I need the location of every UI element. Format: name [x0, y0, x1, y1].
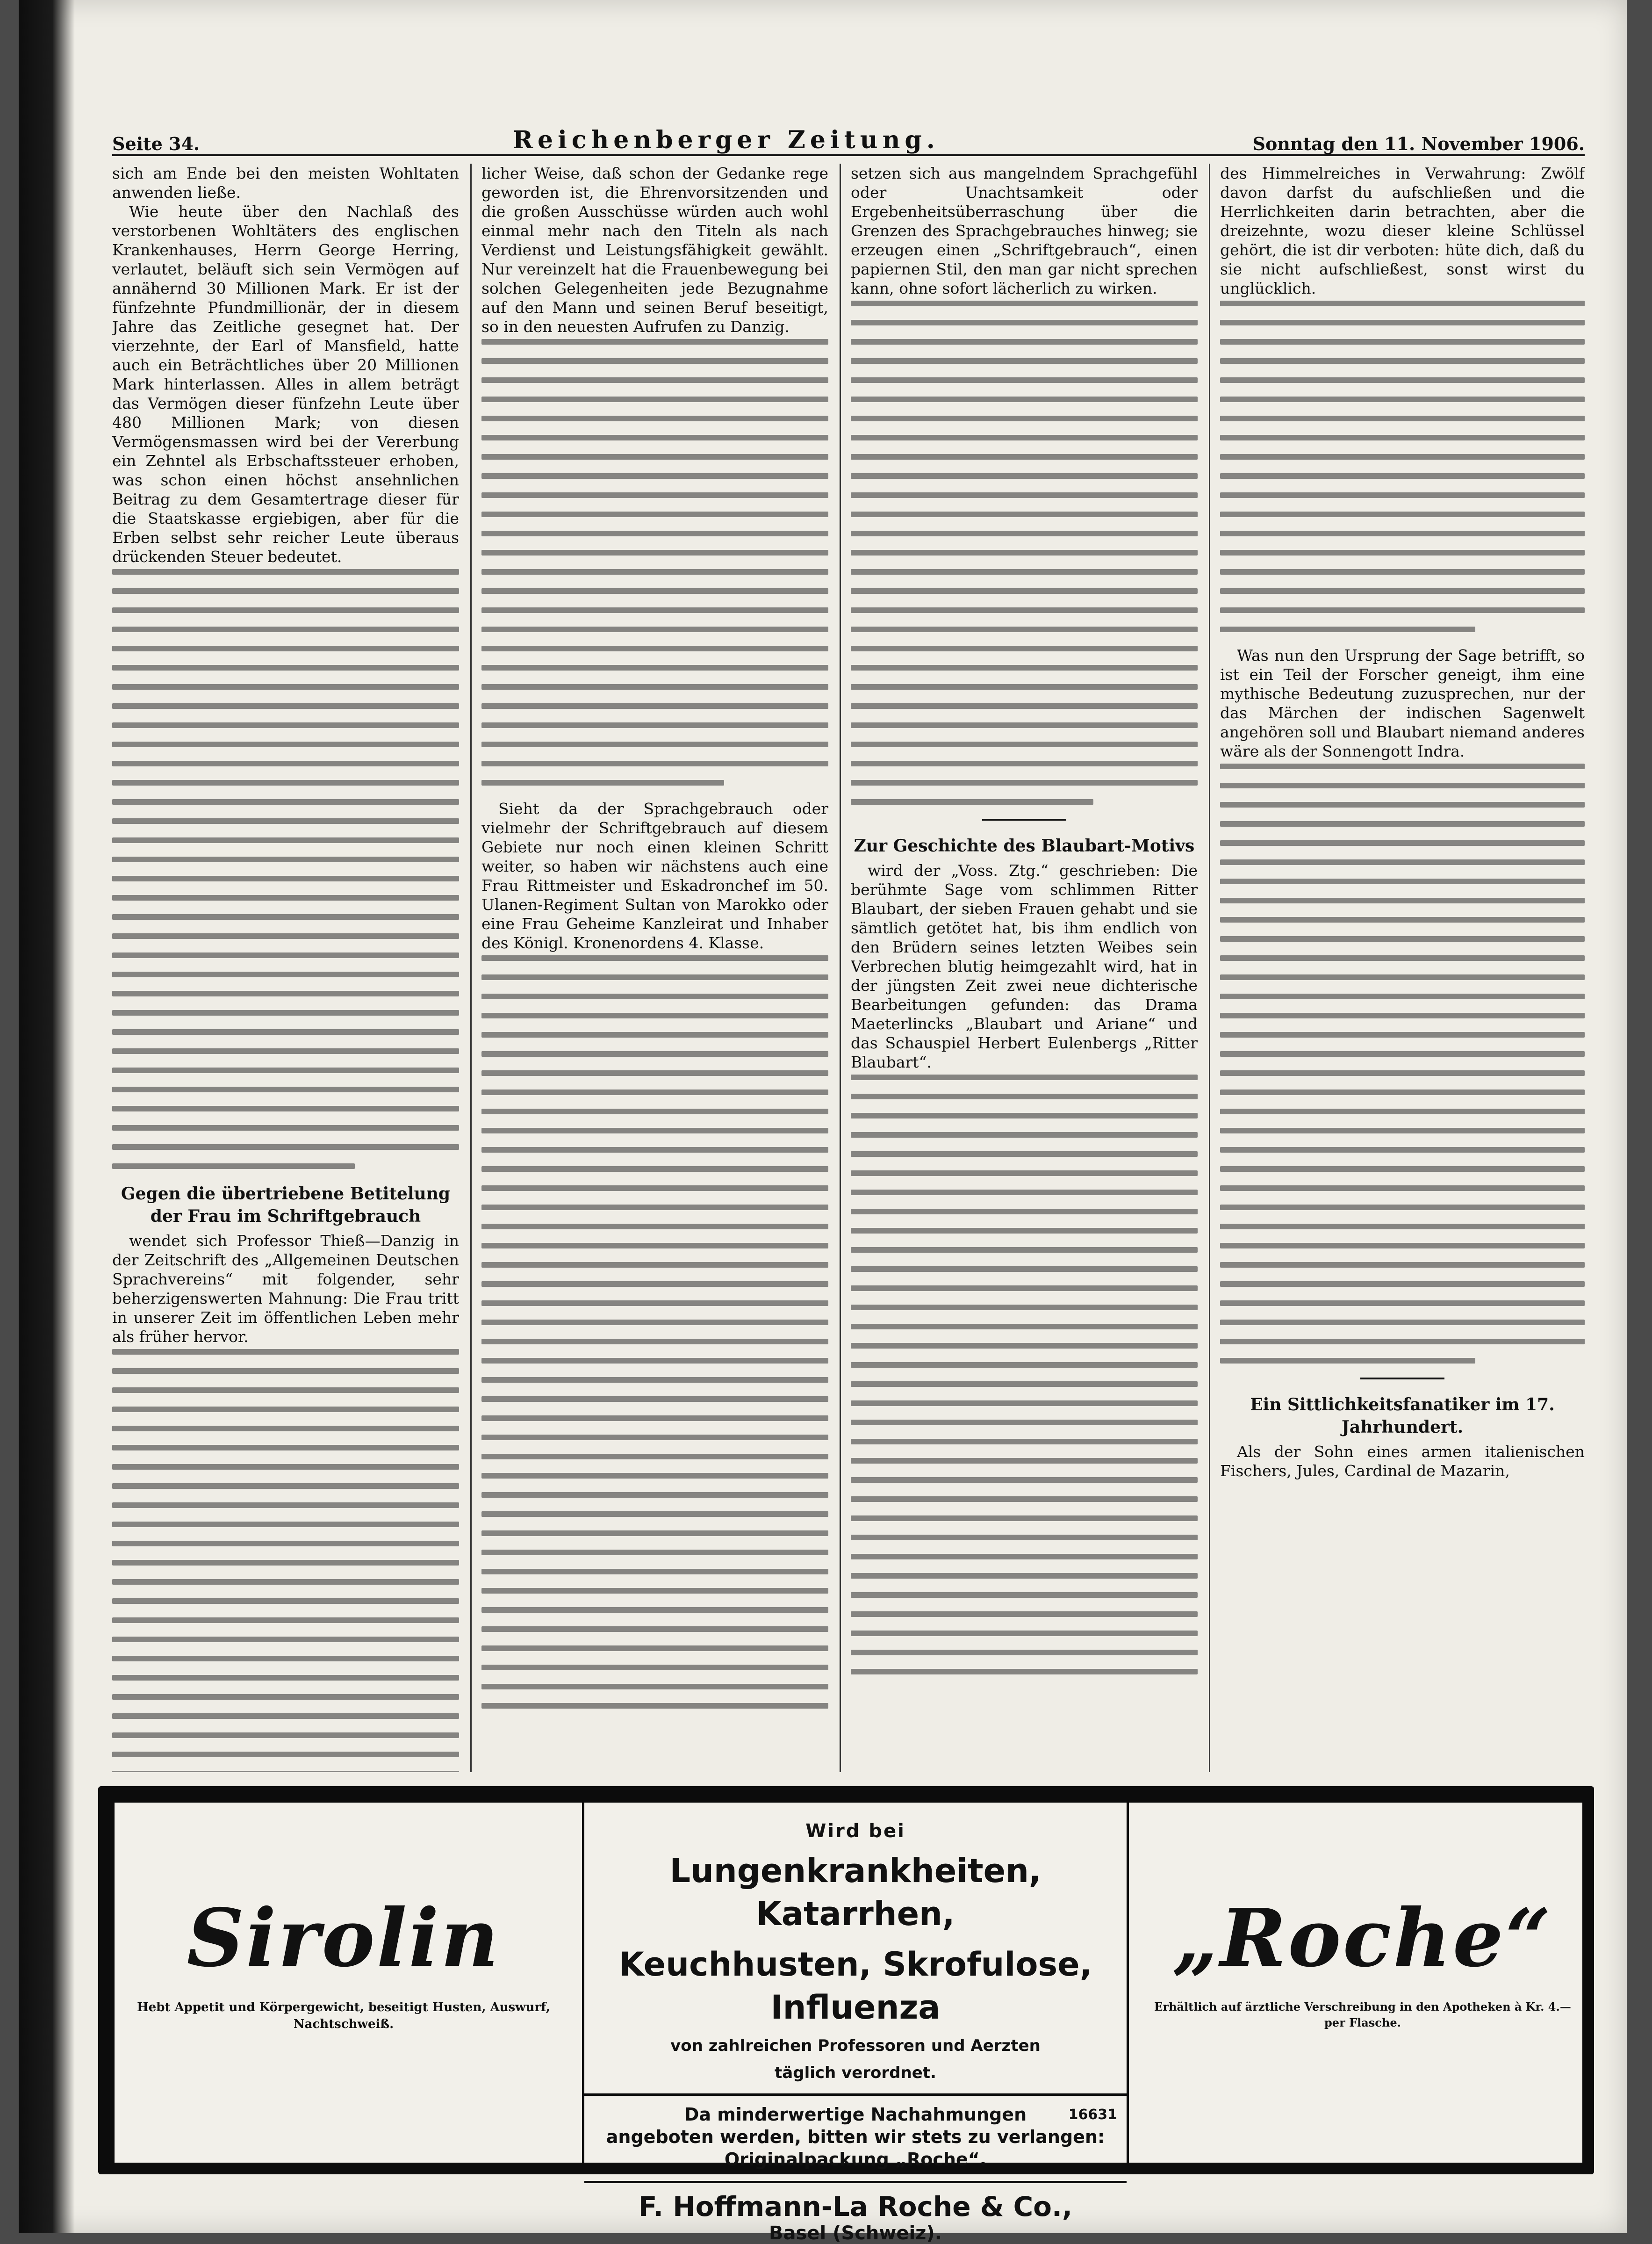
newspaper-title: Reichenberger Zeitung.: [512, 126, 940, 154]
text-lines-placeholder: [851, 1075, 1198, 1674]
ad-code: 16631: [1068, 2107, 1117, 2123]
ad-brand-sirolin: Sirolin: [187, 1891, 501, 1985]
scan-edge-shadow: [19, 0, 75, 2233]
column-4: [1220, 164, 1585, 1772]
newspaper-page: [19, 0, 1627, 2244]
article-text: setzen sich aus mangelndem Sprachgefühl oder Unachtsamkeit oder Ergebenheitsüberraschung über die Grenzen des Sprachgebrauches hinweg; sie erzeugen einen „Schriftgebrauch“, einen papiernen Stil, den man gar nicht sprechen kann, ohne sofort lächerlich zu wirken.: [851, 164, 1198, 297]
text-lines-placeholder: [851, 301, 1198, 805]
ad-professors-line-2: täglich verordnet.: [775, 2064, 936, 2082]
section-heading: Gegen die übertriebene Betitelung der Frau im Schriftgebrauch: [121, 1184, 451, 1226]
page-header: [112, 122, 1585, 156]
section-separator: [1360, 1378, 1444, 1379]
page-number: Seite 34.: [112, 133, 200, 154]
text-lines-placeholder: [112, 569, 459, 1169]
ad-claim-left: Hebt Appetit und Körpergewicht, beseitigt Husten, Auswurf, Nachtschweiß.: [137, 2000, 550, 2031]
text-lines-placeholder: [481, 339, 828, 786]
article-text: Was nun den Ursprung der Sage betrifft, so ist ein Teil der Forscher geneigt, ihm eine mythische Bedeutung zuzusprechen, nur der das Märchen der indischen Sagenwelt angehören soll und Blaubart niemand anderes wäre als der Sonnengott Indra.: [1220, 646, 1585, 760]
ad-warning-line-2: angeboten werden, bitten wir stets zu verlangen:: [606, 2127, 1105, 2147]
text-lines-placeholder: [1220, 301, 1585, 632]
ad-divider: [584, 2093, 1127, 2096]
article-text: wird der „Voss. Ztg.“ geschrieben: Die berühmte Sage vom schlimmen Ritter Blaubart, der sieben Frauen gehabt und sie sämtlich getötet hat, bis ihm endlich von den Brüdern seines letzten Weibes sein Verbrechen blutig heimgezahlt wird, hat in der jüngsten Zeit zwei neue dichterische Bearbeitungen gefunden: das Drama Maeterlincks „Blaubart und Ariane“ und das Schauspiel Herbert Eulenbergs „Ritter Blaubart“.: [851, 861, 1198, 1071]
ad-warning-line-3: Originalpackung „Roche“.: [724, 2149, 987, 2170]
ad-brand-roche: „Roche“: [1172, 1891, 1553, 1985]
section-heading: Ein Sittlichkeitsfanatiker im 17. Jahrhundert.: [1250, 1395, 1555, 1437]
column-1: [112, 164, 459, 1772]
ad-frame: [112, 1800, 1585, 2244]
ad-center-panel: [582, 1803, 1129, 2244]
article-text: Wie heute über den Nachlaß des verstorbenen Wohltäters des englischen Krankenhauses, Herrn George Herring, verlautet, beläuft sich sein Vermögen auf annähernd 30 Millionen Mark. Er ist der fünfzehnte Pfundmillionär, der in diesem Jahre das Zeitliche gesegnet hat. Der vierzehnte, der Earl of Mansfield, hatte auch ein Beträchtliches über 20 Millionen Mark hinterlassen. Alles in allem beträgt das Vermögen dieser fünfzehn Leute über 480 Millionen Mark; von diesen Vermögensmassen wird bei der Vererbung ein Zehntel als Erbschaftssteuer erhoben, was schon einen höchst ansehnlichen Beitrag zu dem Gesamtertrage dieser für die Staatskasse ergiebigen, aber für die Erben selbst sehr reicher Leute überaus drückenden Steuer bedeutet.: [112, 202, 459, 566]
ad-company: F. Hoffmann-La Roche & Co.,: [638, 2191, 1073, 2222]
ad-diseases-line-2: Keuchhusten, Skrofulose, Influenza: [618, 1945, 1092, 2027]
ad-city: Basel (Schweiz).: [769, 2222, 942, 2244]
column-divider: [470, 164, 472, 1772]
issue-date: Sonntag den 11. November 1906.: [1252, 133, 1585, 154]
article-text: des Himmelreiches in Verwahrung: Zwölf davon darfst du aufschließen und die Herrlichkeiten darin betrachten, aber die dreizehnte, wozu dieser kleine Schlüssel gehört, die ist dir verboten: hüte dich, daß du sie nicht aufschließest, sonst wirst du unglücklich.: [1220, 164, 1585, 297]
ad-intro: Wird bei: [805, 1820, 905, 1842]
ad-warning-line-1: Da minderwertige Nachahmungen: [684, 2104, 1027, 2125]
article-columns: [112, 164, 1585, 1772]
ad-diseases-line-1: Lungenkrankheiten, Katarrhen,: [669, 1852, 1041, 1933]
column-divider: [1209, 164, 1210, 1772]
column-3: [851, 164, 1198, 1772]
article-text: sich am Ende bei den meisten Wohltaten anwenden ließe.: [112, 164, 459, 202]
ad-divider: [584, 2181, 1127, 2183]
article-text: Als der Sohn eines armen italienischen Fischers, Jules, Cardinal de Mazarin,: [1220, 1443, 1585, 1480]
ad-professors-line-1: von zahlreichen Professoren und Aerzten: [670, 2036, 1041, 2055]
section-separator: [982, 819, 1066, 821]
text-lines-placeholder: [112, 1349, 459, 1772]
article-text: Sieht da der Sprachgebrauch oder vielmehr der Schriftgebrauch auf diesem Gebiete nur noch einen kleinen Schritt weiter, so haben wir nächstens auch eine Frau Rittmeister und Eskadronchef im 50. Ulanen-Regiment Sultan von Marokko oder eine Frau Geheime Kanzleirat und Inhaber des Königl. Kronenordens 4. Klasse.: [481, 800, 828, 952]
article-text: wendet sich Professor Thieß—Danzig in der Zeitschrift des „Allgemeinen Deutschen Sprachvereins“ mit folgender, sehr beherzigenswerten Mahnung: Die Frau tritt in unserer Zeit im öffentlichen Leben mehr als früher hervor.: [112, 1232, 459, 1346]
column-divider: [840, 164, 841, 1772]
column-2: [481, 164, 828, 1772]
section-heading: Zur Geschichte des Blaubart-Motivs: [854, 836, 1195, 856]
sirolin-advertisement: [98, 1786, 1594, 2244]
text-lines-placeholder: [1220, 764, 1585, 1364]
text-lines-placeholder: [481, 955, 828, 1709]
article-text: licher Weise, daß schon der Gedanke rege geworden ist, die Ehrenvorsitzenden und die großen Ausschüsse würden auch wohl einmal mehr nach den Titeln als nach Verdienst und Leistungsfähigkeit gewählt. Nur vereinzelt hat die Frauenbewegung bei solchen Gelegenheiten jede Bezugnahme auf den Mann und seinen Beruf beseitigt, so in den neuesten Aufrufen zu Danzig.: [481, 164, 828, 336]
ad-availability-right: Erhältlich auf ärztliche Verschreibung in den Apotheken à Kr. 4.— per Flasche.: [1154, 2000, 1571, 2029]
